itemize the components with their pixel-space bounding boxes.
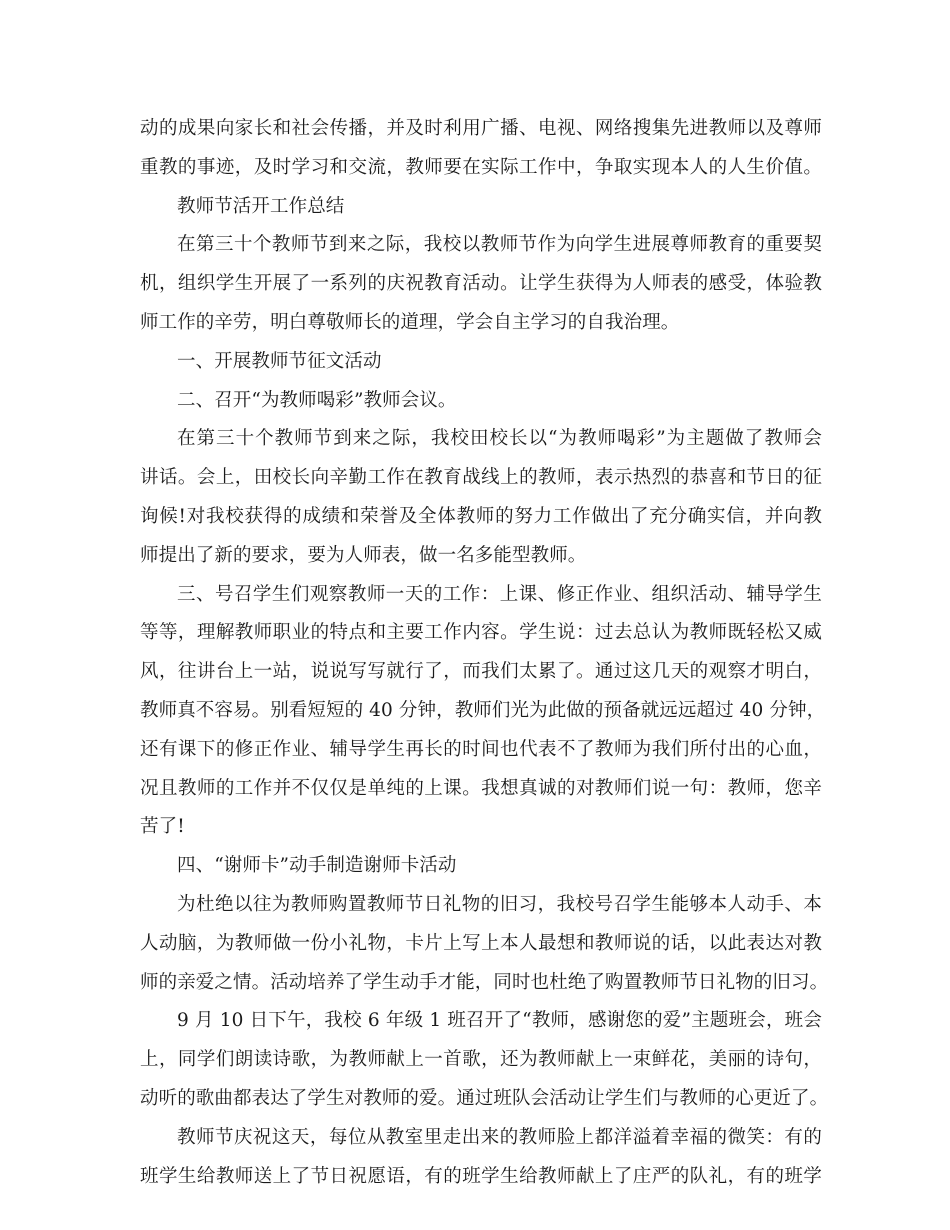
paragraph-line: 师的亲爱之情。活动培养了学生动手才能，同时也杜绝了购置教师节日礼物的旧习。: [140, 971, 829, 993]
paragraph-line: 为杜绝以往为教师购置教师节日礼物的旧习，我校号召学生能够本人动手、本: [177, 893, 822, 915]
paragraph-line: 询候!对我校获得的成绩和荣誉及全体教师的努力工作做出了充分确实信，并向教: [140, 505, 822, 527]
paragraph-line: 还有课下的修正作业、辅导学生再长的时间也代表不了教师为我们所付出的心血，: [140, 738, 822, 760]
paragraph-line: 风，往讲台上一站，说说写写就行了，而我们太累了。通过这几天的观察才明白，: [140, 661, 822, 683]
paragraph-line: 上，同学们朗读诗歌，为教师献上一首歌，还为教师献上一束鲜花，美丽的诗句，: [140, 1049, 822, 1071]
paragraph-line: 重教的事迹，及时学习和交流，教师要在实际工作中，争取实现本人的人生价值。: [140, 156, 822, 178]
paragraph-line: 人动脑，为教师做一份小礼物，卡片上写上本人最想和教师说的话，以此表达对教: [140, 932, 822, 954]
paragraph-line: 师提出了新的要求，要为人师表，做一名多能型教师。: [140, 544, 587, 566]
paragraph-line: 教师节庆祝这天，每位从教室里走出来的教师脸上都洋溢着幸福的微笑：有的: [177, 1126, 822, 1148]
paragraph-line: 动的成果向家长和社会传播，并及时利用广播、电视、网络搜集先进教师以及尊师: [140, 118, 822, 139]
paragraph-line: 等等，理解教师职业的特点和主要工作内容。学生说：过去总认为教师既轻松又威: [140, 622, 822, 644]
paragraph-line: 机，组织学生开展了一系列的庆祝教育活动。让学生获得为人师表的感受，体验教: [140, 273, 822, 295]
paragraph-line: 苦了!: [140, 816, 185, 838]
paragraph-line: 三、号召学生们观察教师一天的工作：上课、修正作业、组织活动、辅导学生: [177, 583, 822, 605]
paragraph-line: 在第三十个教师节到来之际，我校以教师节作为向学生进展尊师教育的重要契: [177, 234, 822, 256]
section-heading: 四、“谢师卡”动手制造谢师卡活动: [177, 855, 457, 877]
paragraph-line: 在第三十个教师节到来之际，我校田校长以“为教师喝彩”为主题做了教师会: [177, 428, 822, 450]
paragraph-line: 9 月 10 日下午，我校 6 年级 1 班召开了“教师，感谢您的爱”主题班会，班会: [177, 1010, 822, 1032]
paragraph-line: 讲话。会上，田校长向辛勤工作在教育战线上的教师，表示热烈的恭喜和节日的征: [140, 467, 822, 489]
paragraph-line: 教师真不容易。别看短短的 40 分钟，教师们光为此做的预备就远远超过 40 分钟，: [140, 699, 826, 721]
document-body: [140, 110, 829, 1196]
paragraph-line: 况且教师的工作并不仅仅是单纯的上课。我想真诚的对教师们说一句：教师，您辛: [140, 777, 822, 799]
section-heading: 二、召开“为教师喝彩”教师会议。: [177, 389, 457, 411]
section-heading: 教师节活开工作总结: [177, 195, 345, 217]
paragraph-line: 动听的歌曲都表达了学生对教师的爱。通过班队会活动让学生们与教师的心更近了。: [140, 1087, 829, 1109]
paragraph-line: 班学生给教师送上了节日祝愿语，有的班学生给教师献上了庄严的队礼，有的班学: [140, 1165, 822, 1187]
paragraph-line: 师工作的辛劳，明白尊敬师长的道理，学会自主学习的自我治理。: [140, 311, 680, 333]
section-heading: 一、开展教师节征文活动: [177, 350, 382, 372]
